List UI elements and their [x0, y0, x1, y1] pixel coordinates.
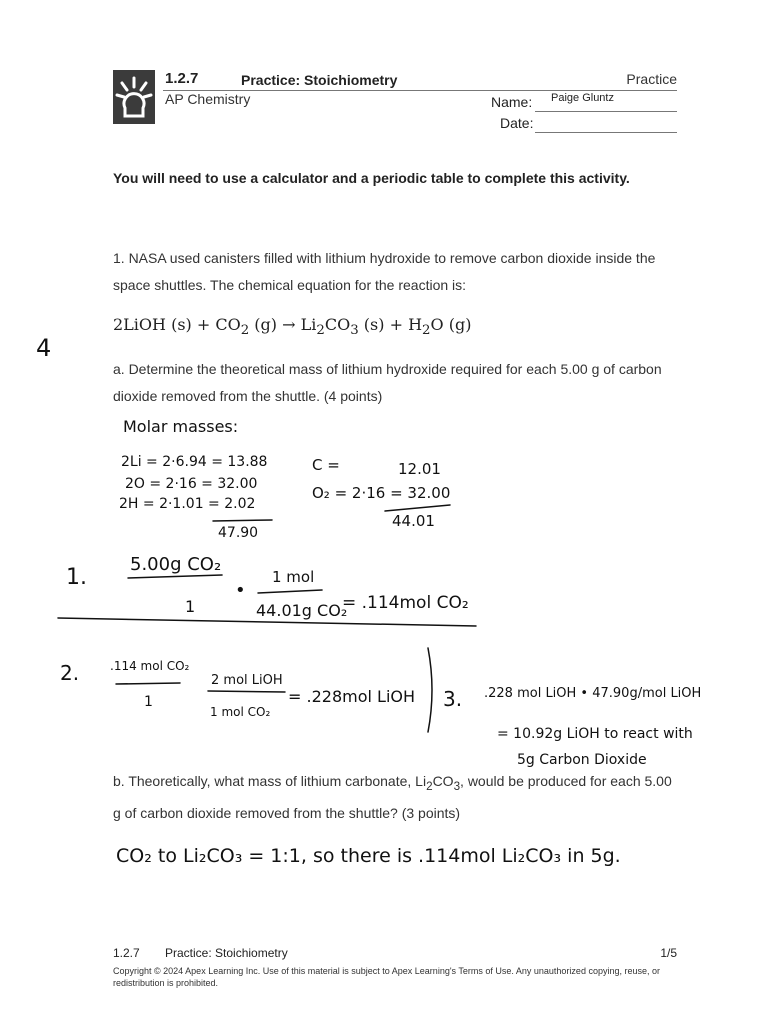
hw-sum-line: [213, 520, 272, 521]
question-1a-text: a. Determine the theoretical mass of lithium hydroxide required for each 5.00 g of carbon dioxide removed from the shuttle. (4 points): [113, 361, 662, 404]
page-title: Practice: Stoichiometry: [241, 72, 398, 88]
o2-molar-mass: O₂ = 2·16 = 32.00: [312, 484, 451, 502]
hw-divider-bracket: [428, 648, 432, 732]
copyright-notice: Copyright © 2024 Apex Learning Inc. Use of this material is subject to Apex Learning's Terms of Use. Any unauthorized copying, reuse, or redistribution is prohibited.: [113, 966, 660, 988]
name-field[interactable]: Paige Gluntz: [551, 92, 614, 104]
eq-li2co3-co: CO: [324, 315, 351, 334]
question-1b-part-3: , would be produced for each 5.00 g of carbon dioxide removed from the shuttle? (3 points): [113, 773, 672, 821]
step-2-factor-numerator: 2 mol LiOH: [211, 673, 283, 688]
step-1-multiply: •: [235, 580, 246, 601]
lesson-number: 1.2.7: [165, 70, 199, 87]
step-2-result: = .228mol LiOH: [288, 687, 416, 706]
name-label: Name:: [491, 94, 533, 110]
hw-fraction-bar: [258, 590, 322, 593]
eq-state: (s): [358, 315, 385, 334]
question-1b-text: [113, 768, 683, 827]
step-2-number: 2.: [60, 661, 80, 685]
step-1-numerator: 5.00g CO₂: [130, 554, 222, 575]
step-2-factor-denominator: 1 mol CO₂: [210, 705, 271, 719]
step-3-number: 3.: [443, 687, 463, 711]
eq-sub: 2: [422, 323, 431, 339]
eq-co2: CO: [215, 315, 241, 334]
eq-sub: 2: [240, 323, 250, 339]
c-molar-mass: 12.01: [398, 460, 441, 478]
eq-plus: +: [196, 315, 211, 334]
eq-sub: 2: [316, 323, 325, 339]
footer-lesson-number: 1.2.7: [113, 946, 140, 960]
subscript: 3: [453, 779, 461, 793]
eq-h2o-o: O (g): [430, 315, 472, 334]
question-1b-part-1: b. Theoretically, what mass of lithium carbonate, Li: [113, 773, 427, 789]
margin-mark: 4: [36, 334, 52, 362]
eq-arrow: →: [282, 315, 296, 334]
eq-h2o: H: [408, 315, 423, 334]
course-name: AP Chemistry: [165, 91, 251, 107]
step-2-numerator: .114 mol CO₂: [110, 659, 190, 673]
li-molar-mass: 2Li = 2·6.94 = 13.88: [121, 454, 268, 470]
hw-fraction-bar: [208, 691, 285, 692]
o-molar-mass: 2O = 2·16 = 32.00: [125, 476, 258, 492]
eq-lioh: 2LiOH (s): [113, 315, 192, 334]
instructions: You will need to use a calculator and a periodic table to complete this activity.: [113, 170, 630, 186]
page-number: 1/5: [660, 946, 677, 960]
step-1-denominator: 1: [185, 597, 196, 616]
hw-fraction-bar: [128, 575, 222, 578]
subscript: 2: [426, 779, 433, 793]
step-1-result: = .114mol CO₂: [342, 593, 469, 613]
molar-masses-title: Molar masses:: [123, 417, 239, 436]
footer-title: Practice: Stoichiometry: [165, 946, 288, 960]
eq-sub: 3: [350, 323, 359, 339]
step-2-denominator: 1: [144, 694, 153, 710]
step-3-line-1: .228 mol LiOH • 47.90g/mol LiOH: [484, 686, 702, 701]
step-1-number: 1.: [66, 565, 87, 590]
answer-b: CO₂ to Li₂CO₃ = 1:1, so there is .114mol Li₂CO₃ in 5g.: [116, 845, 621, 867]
eq-plus: +: [389, 315, 403, 334]
date-label: Date:: [500, 115, 534, 131]
question-1b-part-2: CO: [432, 773, 454, 789]
step-1-factor-numerator: 1 mol: [272, 568, 315, 586]
question-1-text: 1. NASA used canisters filled with lithium hydroxide to remove carbon dioxide inside the space shuttles. The chemical equation for the reaction is:: [113, 250, 656, 293]
step-3-line-3: 5g Carbon Dioxide: [517, 752, 647, 768]
step-1-factor-denominator: 44.01g CO₂: [256, 601, 348, 620]
h-molar-mass: 2H = 2·1.01 = 2.02: [119, 496, 256, 512]
activity-type: Practice: [626, 71, 677, 87]
co2-molar-total: 44.01: [392, 512, 435, 530]
hw-sum-line: [385, 505, 450, 511]
eq-state: (g): [249, 315, 278, 334]
eq-li2co3: Li: [300, 315, 317, 334]
step-3-line-2: = 10.92g LiOH to react with: [497, 726, 693, 742]
lioh-molar-total: 47.90: [218, 525, 259, 541]
hw-fraction-bar: [116, 683, 180, 684]
c-label: C =: [312, 456, 340, 474]
